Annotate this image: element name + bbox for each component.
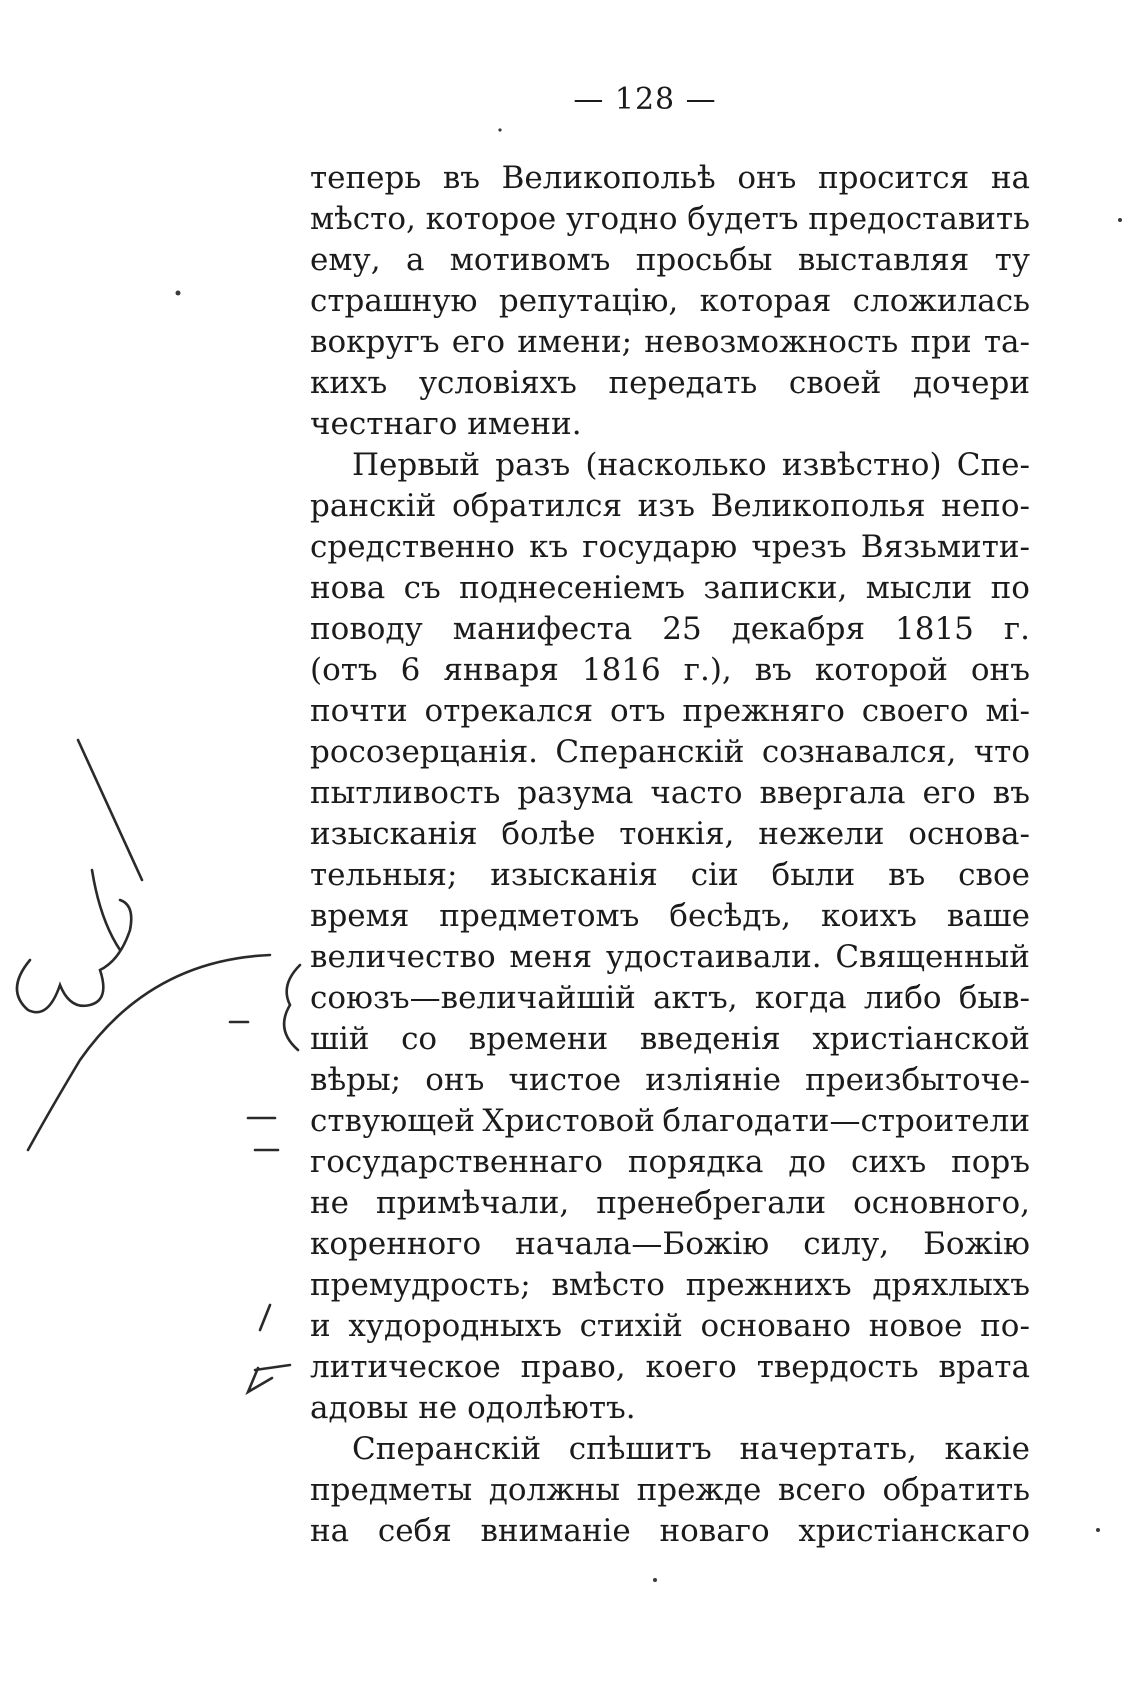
word: января: [443, 652, 559, 688]
word: мѣсто,: [310, 201, 416, 237]
word: нежели: [758, 816, 885, 852]
text-line: [310, 691, 1030, 732]
text-line: [310, 199, 1030, 240]
word: извѣстно): [781, 447, 942, 483]
word: мі-: [985, 693, 1030, 729]
word: въ: [888, 857, 926, 893]
word: пытливость: [310, 775, 501, 811]
text-line: [310, 1388, 1030, 1429]
word: основа-: [908, 816, 1030, 852]
word: стихій: [579, 1308, 683, 1344]
word: ваше: [946, 898, 1030, 934]
word: сіи: [690, 857, 739, 893]
word: росозерцанія.: [310, 734, 539, 770]
word: къ: [529, 529, 569, 565]
text-line: [310, 978, 1030, 1019]
text-line: [310, 1470, 1030, 1511]
word: предоставить: [808, 201, 1030, 237]
word: порядка: [627, 1144, 764, 1180]
word: литическое: [310, 1349, 501, 1385]
margin-slash-1: [260, 1305, 270, 1330]
word: условіяхъ: [418, 365, 577, 401]
word: какіе: [944, 1431, 1030, 1467]
speck: [176, 291, 181, 296]
word: которое: [425, 201, 557, 237]
word: декабря: [731, 611, 866, 647]
text-line: [310, 855, 1030, 896]
word: предметомъ: [439, 898, 640, 934]
word: почти: [310, 693, 408, 729]
word: и: [310, 1308, 331, 1344]
text-line: [310, 527, 1030, 568]
text-line-content: адовы не одолѣютъ.: [310, 1390, 636, 1426]
word: часто: [650, 775, 743, 811]
word: та-: [983, 324, 1030, 360]
word: на: [990, 160, 1030, 196]
word: разума: [517, 775, 634, 811]
word: величество: [310, 939, 496, 975]
word: новаго: [659, 1513, 770, 1549]
word: должны: [488, 1472, 621, 1508]
word: тонкія,: [619, 816, 735, 852]
text-line: [310, 1265, 1030, 1306]
word: всего: [777, 1472, 866, 1508]
word: поводу: [310, 611, 423, 647]
word: средственно: [310, 529, 515, 565]
text-line: [310, 609, 1030, 650]
word: Вязьмити-: [860, 529, 1030, 565]
margin-bracket-1: [284, 965, 300, 1050]
word: преизбыточе-: [805, 1062, 1030, 1098]
word: поднесеніемъ: [459, 570, 685, 606]
word: прежняго: [682, 693, 845, 729]
word: чистое: [508, 1062, 622, 1098]
text-line: [310, 814, 1030, 855]
word: христіанской: [812, 1021, 1030, 1057]
text-line: [310, 1060, 1030, 1101]
word: Великопольѣ: [501, 160, 716, 196]
word: примѣчали,: [376, 1185, 570, 1221]
word: въ: [754, 652, 792, 688]
word: онъ: [970, 652, 1030, 688]
text-line: [310, 281, 1030, 322]
word: своего: [861, 693, 969, 729]
word: удостаивали.: [605, 939, 822, 975]
word: (отъ: [310, 652, 378, 688]
word: обратить: [882, 1472, 1030, 1508]
text-line: [310, 445, 1030, 486]
word: Первый: [352, 447, 481, 483]
word: имени;: [517, 324, 633, 360]
word: себя: [377, 1513, 452, 1549]
word: пренебрегали: [596, 1185, 827, 1221]
word: коего: [645, 1349, 737, 1385]
word: своей: [788, 365, 882, 401]
text-line-content: честнаго имени.: [310, 406, 582, 442]
text-line: [310, 1429, 1030, 1470]
word: разъ: [495, 447, 571, 483]
word: въ: [992, 775, 1030, 811]
word: Священный: [835, 939, 1030, 975]
margin-slash-3: [255, 1365, 290, 1370]
word: которой: [814, 652, 948, 688]
word: новое: [868, 1308, 963, 1344]
word: будетъ: [687, 201, 799, 237]
speck: [653, 1578, 657, 1582]
word: христіанскаго: [798, 1513, 1030, 1549]
word: начала—Божію: [515, 1226, 770, 1262]
text-line: [310, 937, 1030, 978]
word: благодати—строители: [662, 1103, 1030, 1139]
word: просится: [817, 160, 970, 196]
word: вмѣсто: [551, 1267, 665, 1303]
word: передать: [608, 365, 758, 401]
word: болѣе: [501, 816, 596, 852]
body-text: [310, 158, 1030, 1552]
word: манифеста: [452, 611, 633, 647]
word: которая: [699, 283, 832, 319]
word: изъ: [637, 488, 695, 524]
word: врата: [938, 1349, 1030, 1385]
word: угодно: [566, 201, 678, 237]
word: меня: [509, 939, 593, 975]
page-number: [0, 82, 1140, 117]
word: г.: [1003, 611, 1030, 647]
word: вокругъ: [310, 324, 440, 360]
word: ту: [994, 242, 1030, 278]
word: союзъ—величайшій: [310, 980, 636, 1016]
word: кихъ: [310, 365, 388, 401]
word: времени: [468, 1021, 609, 1057]
word: отъ: [609, 693, 666, 729]
word: не: [310, 1185, 350, 1221]
word: изысканія: [490, 857, 658, 893]
word: основано: [700, 1308, 852, 1344]
word: съ: [403, 570, 441, 606]
word: ему,: [310, 242, 381, 278]
word: по-: [980, 1308, 1030, 1344]
text-line: [310, 322, 1030, 363]
word: силу,: [803, 1226, 890, 1262]
word: твердость: [756, 1349, 919, 1385]
word: г.),: [683, 652, 732, 688]
text-line: [310, 1019, 1030, 1060]
text-line: [310, 404, 1030, 445]
word: записки,: [703, 570, 848, 606]
word: дочери: [912, 365, 1030, 401]
word: 1816: [581, 652, 661, 688]
word: мысли: [865, 570, 973, 606]
word: свое: [958, 857, 1030, 893]
word: вниманіе: [480, 1513, 631, 1549]
word: были: [771, 857, 856, 893]
text-line: [310, 240, 1030, 281]
word: Сперанскій: [352, 1431, 542, 1467]
word: поръ: [951, 1144, 1030, 1180]
word: при: [910, 324, 972, 360]
word: Божію: [923, 1226, 1030, 1262]
text-line: [310, 1101, 1030, 1142]
page-number-text: — 128 —: [573, 82, 717, 117]
word: право,: [520, 1349, 626, 1385]
word: прежде: [636, 1472, 762, 1508]
word: прежнихъ: [685, 1267, 852, 1303]
text-line: [310, 650, 1030, 691]
word: коихъ: [821, 898, 917, 934]
word: тельныя;: [310, 857, 458, 893]
margin-curve: [28, 955, 270, 1150]
text-line: [310, 1142, 1030, 1183]
text-line: [310, 773, 1030, 814]
word: Спе-: [956, 447, 1030, 483]
word: теперь: [310, 160, 422, 196]
text-line: [310, 363, 1030, 404]
text-line: [310, 1511, 1030, 1552]
word: 6: [400, 652, 421, 688]
word: 1815: [895, 611, 974, 647]
word: его: [922, 775, 976, 811]
word: страшную: [310, 283, 478, 319]
text-line: [310, 1347, 1030, 1388]
word: основного,: [853, 1185, 1030, 1221]
word: а: [405, 242, 425, 278]
word: предметы: [310, 1472, 473, 1508]
word: ствующей: [310, 1103, 476, 1139]
speck: [1118, 218, 1122, 222]
word: 25: [662, 611, 702, 647]
word: до: [788, 1144, 827, 1180]
word: невозможность: [644, 324, 899, 360]
speck: [498, 128, 501, 131]
word: просьбы: [635, 242, 773, 278]
word: онъ: [425, 1062, 485, 1098]
word: вѣры;: [310, 1062, 402, 1098]
word: худородныхъ: [348, 1308, 562, 1344]
word: (насколько: [585, 447, 767, 483]
text-line: [310, 1183, 1030, 1224]
text-line: [310, 1224, 1030, 1265]
word: государственнаго: [310, 1144, 603, 1180]
word: что: [973, 734, 1030, 770]
word: его: [451, 324, 505, 360]
word: чрезъ: [751, 529, 847, 565]
word: коренного: [310, 1226, 482, 1262]
word: когда: [754, 980, 847, 1016]
word: спѣшитъ: [568, 1431, 712, 1467]
word: шій: [310, 1021, 370, 1057]
text-line: [310, 486, 1030, 527]
word: дряхлыхъ: [872, 1267, 1030, 1303]
word: Великополья: [710, 488, 926, 524]
word: Сперанскій: [555, 734, 745, 770]
word: отрекался: [424, 693, 594, 729]
word: актъ,: [653, 980, 738, 1016]
word: на: [310, 1513, 350, 1549]
word: сихъ: [850, 1144, 927, 1180]
word: государю: [582, 529, 738, 565]
word: обратился: [451, 488, 623, 524]
text-line: [310, 896, 1030, 937]
text-line: [310, 158, 1030, 199]
word: бесѣдъ,: [669, 898, 792, 934]
word: сложилась: [852, 283, 1030, 319]
text-line: [310, 732, 1030, 773]
word: время: [310, 898, 410, 934]
word: со: [401, 1021, 438, 1057]
speck: [1096, 1528, 1100, 1532]
margin-scribble-2: [92, 870, 120, 950]
word: онъ: [737, 160, 797, 196]
word: мотивомъ: [449, 242, 611, 278]
word: Христовой: [482, 1103, 655, 1139]
word: начертать,: [739, 1431, 917, 1467]
word: либо: [863, 980, 942, 1016]
text-line: [310, 568, 1030, 609]
word: изысканія: [310, 816, 478, 852]
margin-stroke-long: [78, 740, 142, 880]
word: ранскій: [310, 488, 437, 524]
word: сознавался,: [761, 734, 957, 770]
margin-slash-2: [248, 1368, 272, 1392]
word: премудрость;: [310, 1267, 531, 1303]
text-line: [310, 1306, 1030, 1347]
word: введенія: [639, 1021, 781, 1057]
word: въ: [442, 160, 481, 196]
word: непо-: [941, 488, 1030, 524]
word: ввергала: [759, 775, 906, 811]
word: выставляя: [797, 242, 970, 278]
word: изліяніе: [645, 1062, 781, 1098]
word: быв-: [958, 980, 1030, 1016]
word: по: [990, 570, 1030, 606]
word: репутацію,: [498, 283, 679, 319]
margin-scribble: [17, 900, 131, 1012]
word: нова: [310, 570, 386, 606]
